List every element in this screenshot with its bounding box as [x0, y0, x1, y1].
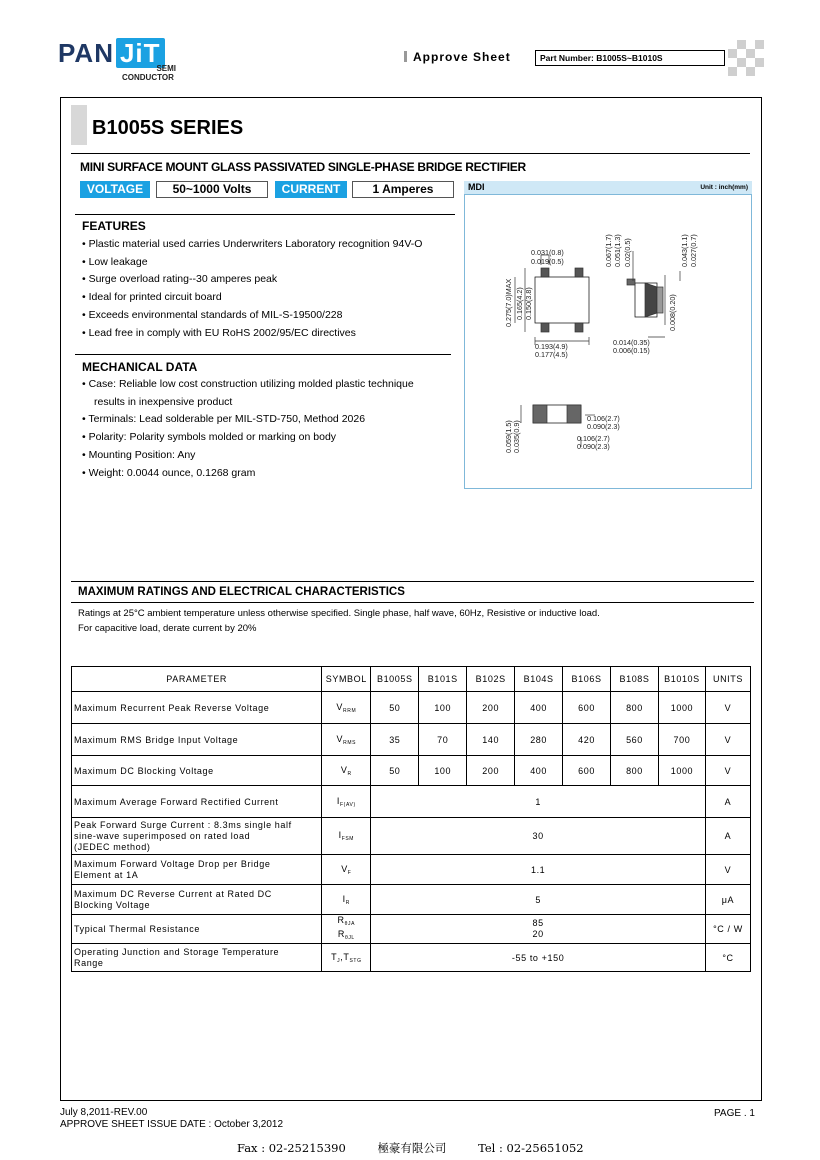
panjit-logo: PAN JiT — [58, 38, 165, 69]
dim-text: 0.165(4.2) — [515, 287, 524, 320]
list-item: • Exceeds environmental standards of MIL-S-19500/228 — [82, 307, 462, 325]
package-drawing — [464, 194, 752, 489]
mechanical-rule — [75, 354, 451, 355]
revision-date: July 8,2011-REV.00 — [60, 1107, 148, 1118]
features-list — [82, 236, 462, 342]
dim-text: 0.106(2.7) — [587, 414, 620, 423]
part-number-box: Part Number: B1005S~B1010S — [535, 50, 725, 66]
list-item: • Lead free in comply with EU RoHS 2002/95/EC directives — [82, 325, 462, 343]
dim-text: 0.031(0.8) — [531, 248, 564, 257]
tel-number: Tel : 02-25651052 — [478, 1141, 584, 1155]
list-item: • Mounting Position: Any — [82, 447, 462, 465]
header-cell: B1005S — [371, 667, 419, 692]
header-cell: UNITS — [705, 667, 750, 692]
current-label: CURRENT — [275, 181, 347, 198]
table-row: Peak Forward Surge Current : 8.3ms single half sine-wave superimposed on rated load (JEDEC method) $I_{FSM}$ 30 A — [72, 818, 751, 855]
voltage-value: 50~1000 Volts — [156, 181, 268, 198]
table-row: Operating Junction and Storage Temperature Range $T_J,T_{STG}$ -55 to +150 °C — [72, 944, 751, 972]
table-row: Maximum DC Blocking Voltage $V_R$ 50 100 200 400 600 800 1000 V — [72, 756, 751, 786]
ratings-rule-top — [71, 581, 754, 582]
package-drawing-svg — [465, 195, 753, 490]
ratings-table — [71, 666, 751, 972]
voltage-label: VOLTAGE — [80, 181, 150, 198]
dim-text: 0.035(0.9) — [512, 420, 521, 453]
dim-text: 0.043(1.1) — [680, 234, 689, 267]
page-number: PAGE . 1 — [714, 1108, 755, 1119]
dim-text: 0.02(0.5) — [623, 238, 632, 267]
unit-label: Unit : inch(mm) — [700, 184, 748, 191]
product-subtitle: MINI SURFACE MOUNT GLASS PASSIVATED SINGLE-PHASE BRIDGE RECTIFIER — [80, 160, 526, 174]
header-cell: B106S — [563, 667, 611, 692]
header-cell: B1010S — [658, 667, 705, 692]
mechanical-title: MECHANICAL DATA — [82, 360, 198, 374]
dim-text: 0.008(0.20) — [668, 294, 677, 331]
table-row: Maximum Recurrent Peak Reverse Voltage $V_{RRM}$ 50 100 200 400 600 800 1000 V — [72, 692, 751, 724]
list-item: • Ideal for printed circuit board — [82, 289, 462, 307]
header-cell: B104S — [515, 667, 563, 692]
table-header-row — [72, 667, 751, 692]
dim-text: 0.150(3.8) — [524, 287, 533, 320]
checker-decoration — [728, 40, 764, 76]
ratings-note-2: For capacitive load, derate current by 20% — [78, 623, 257, 634]
issue-date: APPROVE SHEET ISSUE DATE : October 3,2012 — [60, 1119, 284, 1130]
list-item-continued: results in inexpensive product — [94, 395, 233, 408]
approve-sheet-label: Approve Sheet — [404, 50, 511, 64]
company-name: 極豪有限公司 — [377, 1141, 447, 1155]
dim-text: 0.014(0.35) — [613, 338, 650, 347]
dim-text: 0.067(1.7) — [604, 234, 613, 267]
list-item: • Surge overload rating--30 amperes peak — [82, 271, 462, 289]
list-item: • Terminals: Lead solderable per MIL-STD-750, Method 2026 — [82, 411, 462, 429]
title-rule — [71, 153, 750, 154]
mdi-header: MDI Unit : inch(mm) — [464, 181, 752, 194]
dim-text: 0.106(2.7) — [577, 434, 610, 443]
ratings-note-1: Ratings at 25°C ambient temperature unless otherwise specified. Single phase, half wave, 60Hz, Resistive or inductive load. — [78, 608, 600, 619]
table-row: Maximum Average Forward Rectified Current $I_{F(AV)}$ 1 A — [72, 786, 751, 818]
header-cell: B101S — [419, 667, 467, 692]
list-item: • Plastic material used carries Underwriters Laboratory recognition 94V-O — [82, 236, 462, 254]
dim-text: 0.177(4.5) — [535, 350, 568, 359]
logo-subtitle: SEMI CONDUCTOR — [122, 64, 176, 82]
list-item: • Polarity: Polarity symbols molded or marking on body — [82, 429, 462, 447]
dim-text: 0.006(0.15) — [613, 346, 650, 355]
series-title: B1005S SERIES — [92, 117, 244, 139]
table-row: Maximum Forward Voltage Drop per Bridge Element at 1A $V_F$ 1.1 V — [72, 855, 751, 885]
header-cell: PARAMETER — [72, 667, 322, 692]
table-row: Maximum RMS Bridge Input Voltage $V_{RMS}$ 35 70 140 280 420 560 700 V — [72, 724, 751, 756]
features-title: FEATURES — [82, 219, 146, 233]
header-cell: SYMBOL — [322, 667, 371, 692]
list-item: • Low leakage — [82, 254, 462, 272]
fax-number: Fax : 02-25215390 — [237, 1141, 346, 1155]
dim-text: 0.051(1.3) — [613, 234, 622, 267]
dim-text: 0.090(2.3) — [577, 442, 610, 451]
dim-text: 0.193(4.9) — [535, 342, 568, 351]
header-cell: B102S — [467, 667, 515, 692]
contact-line — [237, 1140, 584, 1156]
dim-text: 0.019(0.5) — [531, 257, 564, 266]
title-accent — [71, 105, 87, 145]
ratings-rule-bottom — [71, 602, 754, 603]
mechanical-list — [82, 376, 462, 482]
header-cell: B108S — [611, 667, 659, 692]
current-value: 1 Amperes — [352, 181, 454, 198]
table-row: Maximum DC Reverse Current at Rated DC Blocking Voltage $I_R$ 5 μA — [72, 885, 751, 915]
dim-text: 0.059(1.5) — [504, 420, 513, 453]
table-row: Typical Thermal Resistance $R_{\theta JA}$ $R_{\theta JL}$ 85 20 °C / W — [72, 915, 751, 944]
ratings-title: MAXIMUM RATINGS AND ELECTRICAL CHARACTERISTICS — [78, 586, 405, 598]
list-item: • Case: Reliable low cost construction utilizing molded plastic technique — [82, 376, 462, 394]
dim-text: 0.027(0.7) — [689, 234, 698, 267]
list-item: • Weight: 0.0044 ounce, 0.1268 gram — [82, 465, 462, 483]
dim-text: 0.275(7.0)MAX — [504, 278, 513, 327]
dim-text: 0.090(2.3) — [587, 422, 620, 431]
features-rule — [75, 214, 455, 215]
